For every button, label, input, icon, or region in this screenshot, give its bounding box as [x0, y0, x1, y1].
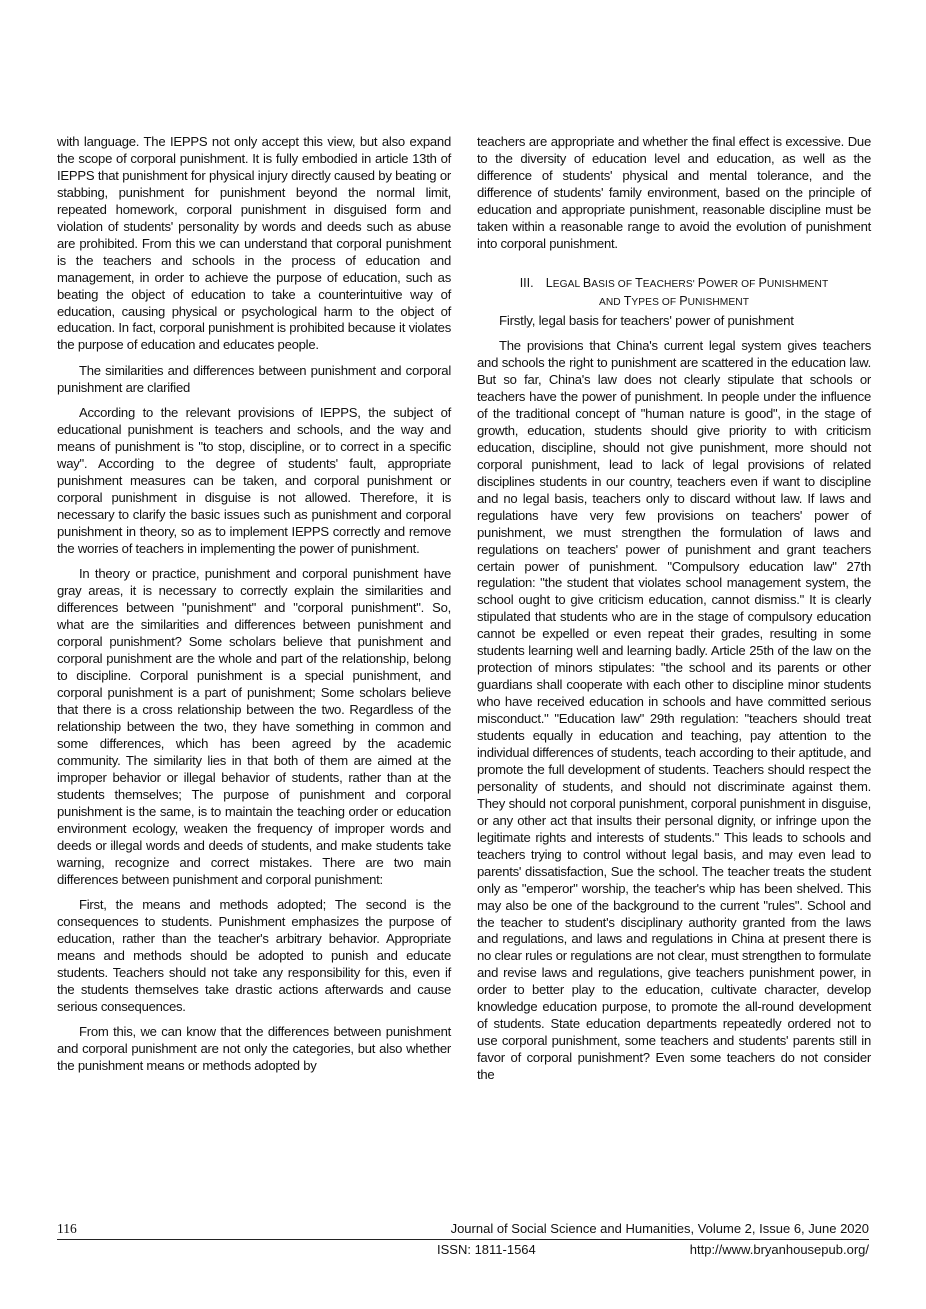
section-title-word: UNISHMENT — [766, 278, 829, 290]
section-title-letter: B — [582, 275, 592, 290]
section-title-word: AND — [598, 296, 624, 308]
section-title-word: EGAL — [552, 278, 583, 290]
left-paragraph-1: with language. The IEPPS not only accept this view, but also expand the scope of corporal punishment. It is fully embodied in article 13th of IEPPS that punishment for physical injury directly caused by beating or stabbing, punishment for punishment beyond the normal limit, repeated homework, corporal punishment in disguised form and violation of students' personality by words and deeds such as abuse are prohibited. From this we can understand that corporal punishment is the teachers and schools in the process of education and management, in order to achieve the purpose of education, such as beating the object of education to take a counterintuitive way of education, causing physical or psychological harm to the object of education. In fact, corporal punishment is prohibited because it violates the purpose of education and educates people. — [57, 134, 451, 353]
section-title-letter: P — [758, 275, 767, 290]
section-title-word: EACHERS' — [642, 278, 698, 290]
section-title-letter: T — [635, 275, 643, 290]
right-column — [477, 134, 871, 1093]
page-number: 116 — [57, 1221, 77, 1236]
section-title-letter: P — [679, 293, 688, 308]
section-heading-line-2 — [477, 293, 871, 311]
section-heading — [477, 275, 871, 311]
section-heading-line-1 — [477, 275, 871, 293]
subheading: Firstly, legal basis for teachers' power of punishment — [499, 312, 794, 328]
section-title-word: ASIS OF — [591, 278, 636, 290]
publisher-url: http://www.bryanhousepub.org/ — [689, 1242, 869, 1257]
left-paragraph-5: First, the means and methods adopted; The second is the consequences to students. Punishment emphasizes the purpose of education, rather than the teacher's arbitrary behavior. Appropriate means and methods should be adopted to punish and educate students. Teachers should not take any responsibility for this, even if the students themselves take drastic actions afterwards and cause serious consequences. — [57, 896, 451, 1014]
section-title-word: YPES OF — [631, 296, 680, 308]
left-paragraph-3: According to the relevant provisions of IEPPS, the subject of educational punishment is teachers and schools, and the way and means of punishment is "to stop, discipline, or to correct in a specific way". According to the degree of students' fault, appropriate punishment measures can be taken, and corporal punishment or corporal punishment in disguise is not allowed. Therefore, it is necessary to clarify the basic issues such as punishment and corporal punishment in theory, so as to implement IEPPS correctly and remove the worries of teachers in implementing the power of punishment. — [57, 405, 451, 556]
section-title-letter: P — [697, 275, 707, 290]
journal-citation: Journal of Social Science and Humanities, Volume 2, Issue 6, June 2020 — [450, 1221, 869, 1236]
right-paragraph-1: teachers are appropriate and whether the final effect is excessive. Due to the diversity of education level and education, as well as the difference of students' physical and mental tolerance, and the difference of students' family environment, based on the principle of education and appropriate punishment, reasonable discipline must be taken within a reasonable range to avoid the evolution of punishment into corporal punishment. — [477, 134, 871, 251]
footer-bottom — [57, 1242, 869, 1260]
left-paragraph-4: In theory or practice, punishment and corporal punishment have gray areas, it is necessary to correctly explain the similarities and differences between "punishment" and "corporal punishment". So, what are the similarities and differences between punishment and corporal punishment? Some scholars believe that punishment and corporal punishment are the whole and part of the relationship, belong to discipline. Corporal punishment is a special punishment, and corporal punishment is a part of punishment; Some scholars believe that there is a cross relationship between the two. Regardless of the relationship between the two, they have something in common and some differences, which has been agreed by the academic community. The similarity lies in that both of them are aimed at the improper behavior or illegal behavior of students, rather than at the students themselves; The purpose of punishment and corporal punishment is the same, is to maintain the teaching order or education environment ecology, weaken the frequency of improper words and deeds or illegal words and deeds of students, and make students take warning, recognize and correct mistakes. There are two main differences between punishment and corporal punishment: — [57, 566, 451, 887]
footer-divider — [57, 1239, 869, 1240]
section-title-word: OWER OF — [706, 278, 759, 290]
section-number: III. — [519, 275, 534, 290]
left-paragraph-2: The similarities and differences between punishment and corporal punishment are clarified — [57, 362, 451, 395]
issn: ISSN: 1811-1564 — [437, 1242, 536, 1257]
section-title-letter: L — [545, 275, 553, 290]
section-title-word: UNISHMENT — [687, 296, 750, 308]
left-column — [57, 134, 451, 1084]
footer-top — [57, 1221, 869, 1239]
left-paragraph-6: From this, we can know that the differences between punishment and corporal punishment are not only the categories, but also whether the punishment means or methods adopted by — [57, 1024, 451, 1074]
section-title-letter: T — [623, 293, 632, 308]
right-paragraph-2: The provisions that China's current legal system gives teachers and schools the right to punishment are scattered in the education law. But so far, China's law does not clearly stipulate that schools or teachers have the power of punishment. In people under the influence of the traditional concept of "human nature is good", in the stage of growth, education, students should give priority to with criticism education, discipline, should not give punishment, more should not corporal punishment, lead to lack of legal provisions of related disciplines students in our country, teachers even if want to discipline and no legal basis, teachers only to discard without law. If laws and regulations have very few provisions on teachers' power of punishment, we must strengthen the formulation of laws and regulations on teachers' power of punishment and grant teachers certain power of punishment. "Compulsory education law" 27th regulation: "the student that violates school management system, the school ought to give criticism education, cannot dismiss." It is clearly stipulated that students who are in the stage of compulsory education cannot be expelled or even repeat their grades, resulting in some students learning well and learning badly. Article 25th of the law on the protection of minors stipulates: "the school and its parents or other guardians shall cooperate with each other to discipline minor students who have received education in schools and have committed serious misconduct." "Education law" 29th regulation: "teachers should treat students equally in education and teaching, pay attention to the individual differences of students, teach according to their aptitude, and promote the full development of students. Teachers should respect the personality of students, and should not discriminate against them. They should not corporal punishment, corporal punishment in disguise, or any other act that insults their personal dignity, or infringe upon the legitimate rights and interests of students." This leads to schools and teachers trying to control without legal basis, and may even lead to parents' dissatisfaction, Sue the school. The teacher treats the student only as "emperor" worship, the teacher's whip has been shelved. This may also be one of the background to the current "rules". School and the teacher to student's disciplinary authority granted from the laws and regulations, and laws and regulations in China at present there is no clear rules or regulations are not clear, must strengthen to formulate and revise laws and regulations, give teachers punishment power, in order to better play to the education, cultivate character, develop knowledge education purpose, to promote the all-round development of students. State education departments repeatedly ordered not to use corporal punishment, some teachers and students' parents still in favor of corporal punishment? Even some teachers do not consider the — [477, 338, 871, 1083]
